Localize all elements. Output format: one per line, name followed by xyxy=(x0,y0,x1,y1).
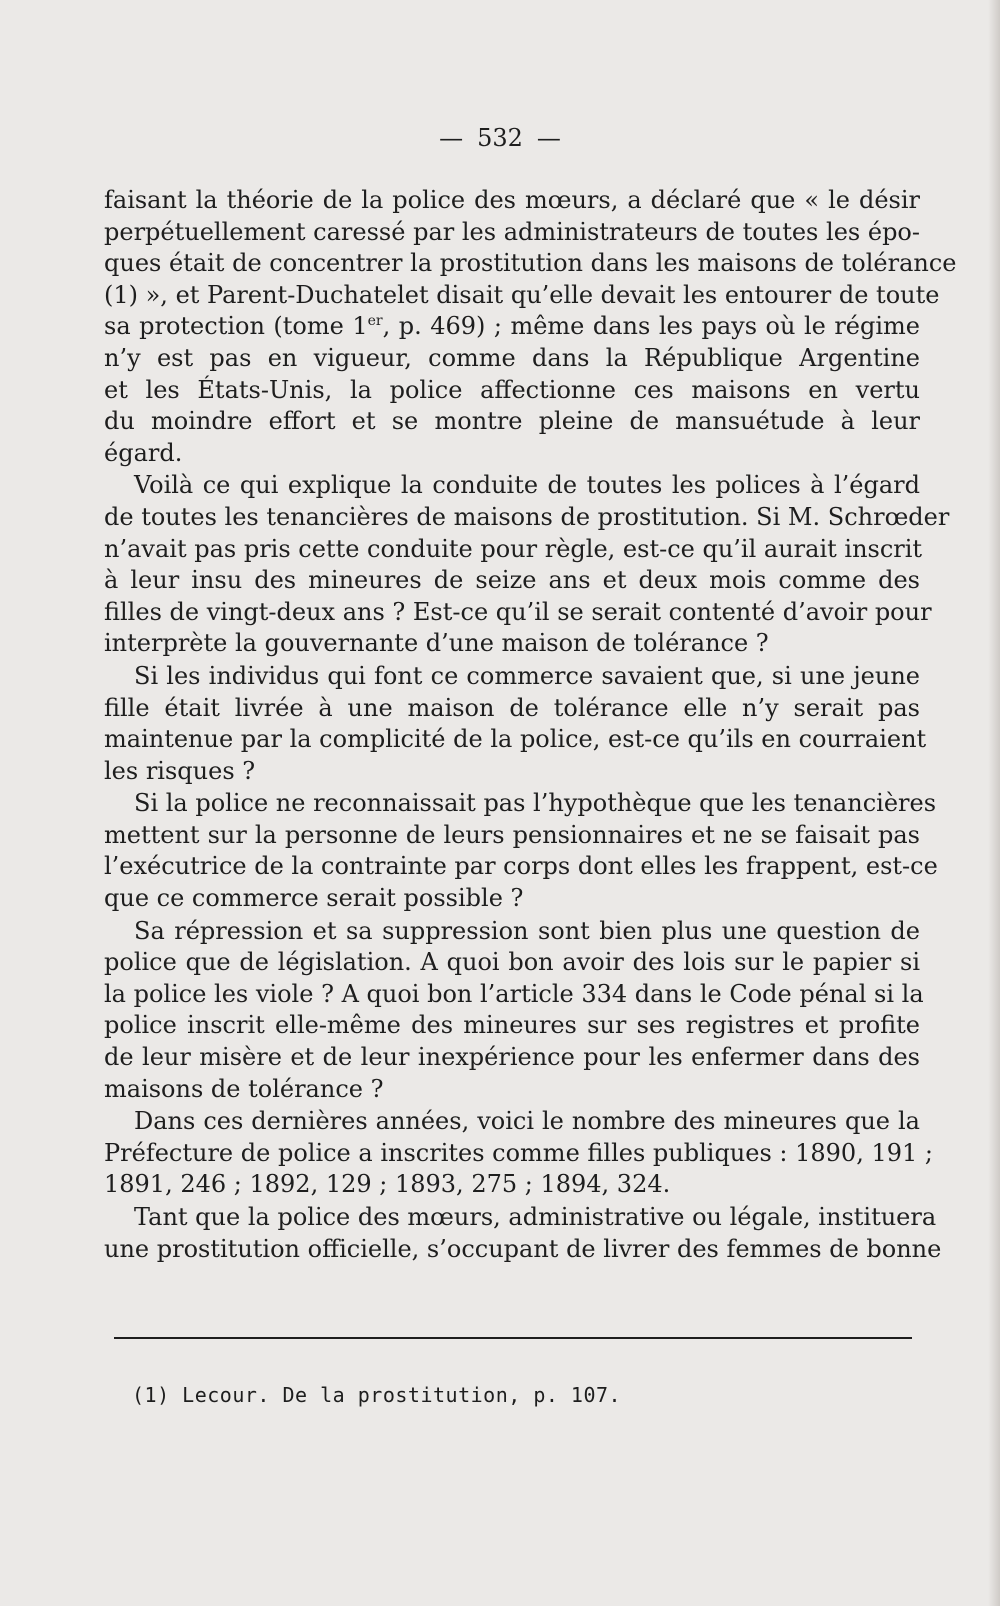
paragraph xyxy=(104,1202,942,1265)
text-line: 1891, 246 ; 1892, 129 ; 1893, 275 ; 1894, 324. xyxy=(104,1170,671,1199)
paragraph xyxy=(104,470,950,660)
text-line: de leur misère et de leur inexpérience pour les enfermer dans des xyxy=(104,1043,920,1072)
text-line: Dans ces dernières années, voici le nombre des mineures que la xyxy=(134,1107,920,1136)
text-line: fille était livrée à une maison de tolérance elle n’y serait pas xyxy=(104,693,920,722)
text-line: Si la police ne reconnaissait pas l’hypothèque que les tenancières xyxy=(134,789,937,818)
paragraph xyxy=(104,661,927,787)
text-line: n’avait pas pris cette conduite pour règle, est-ce qu’il aurait inscrit xyxy=(104,534,923,563)
page-number-value: 532 xyxy=(477,124,523,152)
paragraph xyxy=(104,185,957,469)
text-line: Tant que la police des mœurs, administrative ou légale, instituera xyxy=(134,1203,937,1231)
text-line: que ce commerce serait possible ? xyxy=(104,884,524,913)
paragraph xyxy=(104,916,924,1106)
body-text xyxy=(104,185,957,1265)
text-line: les risques ? xyxy=(104,756,256,785)
text-line: n’y est pas en vigueur, comme dans la République Argentine xyxy=(104,343,920,372)
text-line: de toutes les tenancières de maisons de prostitution. Si M. Schrœder xyxy=(104,502,950,531)
page-number xyxy=(0,124,1000,152)
text-line: l’exécutrice de la contrainte par corps dont elles les frappent, est-ce xyxy=(104,852,938,881)
text-line: une prostitution officielle, s’occupant de livrer des femmes de bonne xyxy=(104,1234,942,1263)
footnote-separator xyxy=(114,1337,912,1339)
text-line: maintenue par la complicité de la police, est-ce qu’ils en courraient xyxy=(104,725,927,754)
page-number-dash-left: — xyxy=(439,124,464,152)
paragraph xyxy=(104,1106,933,1201)
text-line: du moindre effort et se montre pleine de mansuétude à leur xyxy=(104,407,920,436)
text-line: la police les viole ? A quoi bon l’article 334 dans le Code pénal si la xyxy=(104,979,924,1008)
text-line: Voilà ce qui explique la conduite de toutes les polices à l’égard xyxy=(134,471,920,500)
text-line: mettent sur la personne de leurs pensionnaires et ne se faisait pas xyxy=(104,820,920,849)
text-line: police que de législation. A quoi bon avoir des lois sur le papier si xyxy=(104,948,920,977)
page-number-dash-right: — xyxy=(536,124,561,152)
text-line: égard. xyxy=(104,438,183,467)
text-line: et les États-Unis, la police affectionne ces maisons en vertu xyxy=(104,375,920,404)
footnote: (1) Lecour. De la prostitution, p. 107. xyxy=(132,1383,622,1407)
paragraph xyxy=(104,788,938,914)
text-line: Sa répression et sa suppression sont bien plus une question de xyxy=(134,916,920,945)
text-line: faisant la théorie de la police des mœurs, a déclaré que « le désir xyxy=(104,186,920,214)
text-line: (1) », et Parent-Duchatelet disait qu’elle devait les entourer de toute xyxy=(104,280,940,309)
text-line: ques était de concentrer la prostitution dans les maisons de tolérance xyxy=(104,249,957,278)
ordinal-superscript: er xyxy=(367,313,383,330)
text-line: Si les individus qui font ce commerce savaient que, si une jeune xyxy=(134,661,920,690)
text-line: à leur insu des mineures de seize ans et deux mois comme des xyxy=(104,566,920,595)
text-line: police inscrit elle-même des mineures sur ses registres et profite xyxy=(104,1011,920,1040)
text-line: sa protection (tome 1er, p. 469) ; même dans les pays où le régime xyxy=(104,312,920,341)
page-edge-shadow xyxy=(988,0,1000,1606)
text-line: filles de vingt-deux ans ? Est-ce qu’il se serait contenté d’avoir pour xyxy=(104,597,932,626)
text-line: maisons de tolérance ? xyxy=(104,1074,384,1103)
text-line: interprète la gouvernante d’une maison de tolérance ? xyxy=(104,629,769,658)
text-line: perpétuellement caressé par les administrateurs de toutes les épo- xyxy=(104,217,920,246)
text-line: Préfecture de police a inscrites comme filles publiques : 1890, 191 ; xyxy=(104,1138,933,1167)
